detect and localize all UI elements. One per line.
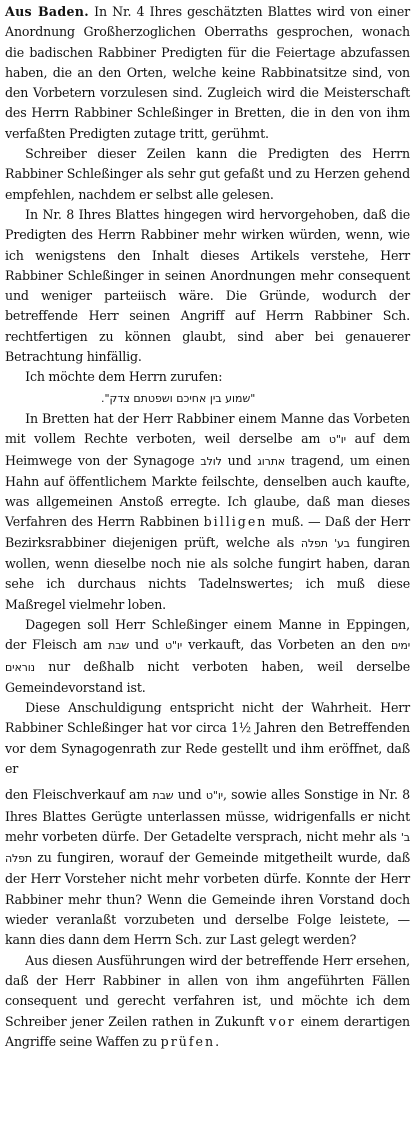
p6-text-c: verkauft, das Vorbeten an den [188,637,385,653]
p5-hebrew-4: בע' תפלה [300,536,350,550]
p5-hebrew-2: לולב [200,454,222,468]
p6-text-b: und [135,637,159,653]
p5-text-e: muß. — Daß der Herr Bezirksrabbiner diejenigen prüft, welche als [5,514,411,550]
p5-spaced-word: billigen [203,514,268,530]
p5-hebrew-3: אתרוג [257,454,285,468]
p6-text-d: nur deßhalb nicht verboten haben, weil derselbe Gemeindevorstand ist. [5,658,410,695]
paragraph-5 [5,409,410,615]
p5-text-b: auf dem Heimwege von der Synagoge [5,431,410,468]
p9-text-c: . [215,1033,219,1049]
p8-text-c: , sowie alles Sonstige in Nr. 8 Ihres Blattes Gerügte unterlassen müsse, widrigenfalls er nicht mehr vorbeten dürfe. Der Getadelte versprach, nicht mehr als [5,787,411,844]
paragraph-8 [5,785,410,950]
p6-hebrew-1: שבת [108,639,130,653]
paragraph-1-text: In Nr. 4 Ihres geschätzten Blattes wird von einer Anordnung Großherzoglichen Oberraths gesprochen, wonach die badischen Rabbiner Predigten für die Feiertage abzufassen haben, die an den Orten, welche keine Rabbinatsitze sind, von den Vorbetern vorzulesen sind. Zugleich wird die Meisterschaft des Herrn Rabbiner Schleßinger in Bretten, die in den von ihm verfaßten Predigten zutage tritt, gerühmt. [5,4,410,141]
p8-text-a: den Fleischverkauf am [5,787,149,803]
p5-text-c: und [227,452,252,468]
p5-text-a: In Bretten hat der Herr Rabbiner einem Manne das Vorbeten mit vollem Rechte verboten, weil derselbe am [5,410,410,447]
article-heading: Aus Baden. [5,4,89,19]
hebrew-quote-text: "שמוע בין אחיכם ושפטתם צדק". [101,391,256,405]
p9-spaced-word-1: vor [269,1013,296,1029]
p9-spaced-word-2: prüfen [160,1033,216,1049]
paragraph-3: In Nr. 8 Ihres Blattes hingegen wird hervorgehoben, daß die Predigten des Herrn Rabbiner mehr wirken würden, wenn, wie ich wenigstens den Inhalt dieses Artikels verstehe, Herr Rabbiner Schleßinger in seinen Anordnungen mehr consequent und weniger parteiisch wäre. Die Gründe, wodurch der betreffende Herr seinen Angriff auf Herrn Rabbiner Sch. rechtfertigen zu können glaubt, sind aber bei genauerer Betrachtung hinfällig. [5,206,410,365]
p6-hebrew-2: יו"ט [164,639,183,653]
p5-text-d: tragend, um einen Hahn auf öffentlichem Markte feilschte, denselben auch kaufte, was allgemeinen Anstoß erregte. Ich glaube, daß man dieses Verfahren des Herrn Rabbinen [5,452,411,530]
paragraph-1 [5,2,410,144]
paragraph-2: Schreiber dieser Zeilen kann die Predigten des Herrn Rabbiner Schleßinger als sehr gut gefaßt und zu Herzen gehend empfehlen, nachdem er selbst alle gelesen. [5,146,410,202]
p8-text-b: und [177,787,202,803]
paragraph-9 [5,951,410,1052]
p8-hebrew-1: שבת [152,789,174,803]
p8-hebrew-3: ב' תפלה [5,830,410,866]
paragraph-4: Ich möchte dem Herrn zurufen: [25,369,223,385]
p8-text-d: zu fungiren, worauf der Gemeinde mitgetheilt wurde, daß der Herr Vorsteher nicht mehr vorbeten dürfe. Konnte der Herr Rabbiner mehr thun? Wenn die Gemeinde ihren Vorstand doch wieder veranlaßt vorzubeten und derselbe Folge leistete, — kann dies dann dem Herrn Sch. zur Last gelegt werden? [5,850,410,948]
p5-hebrew-1: יו"ט [328,433,346,447]
hebrew-quote [5,388,410,409]
p8-hebrew-2: יו"ט [205,789,223,803]
p6-hebrew-3: ימים נוראים [5,639,411,674]
p6-text-a: Dagegen soll Herr Schleßinger einem Manne in Eppingen, der Fleisch am [5,616,410,653]
paragraph-6 [5,615,410,698]
p5-text-f: fungiren wollen, wenn dieselbe noch nie als solche fungirt haben, daran sehe ich durchaus nichts Tadelnswertes; ich muß diese Maßregel vielmehr loben. [5,534,411,612]
p9-text-a: Aus diesen Ausführungen wird der betreffende Herr ersehen, daß der Herr Rabbiner in allen von ihm angeführten Fällen consequent und gerecht verfahren ist, und möchte ich dem Schreiber jener Zeilen rathen in Zukunft [5,952,410,1029]
paragraph-7: Diese Anschuldigung entspricht nicht der Wahrheit. Herr Rabbiner Schleßinger hat vor circa 1½ Jahren den Betreffenden vor dem Synagogenrath zur Rede gestellt und ihm eröffnet, daß er [5,700,410,776]
p9-text-b: einem derartigen Angriffe seine Waffen zu [5,1013,410,1049]
